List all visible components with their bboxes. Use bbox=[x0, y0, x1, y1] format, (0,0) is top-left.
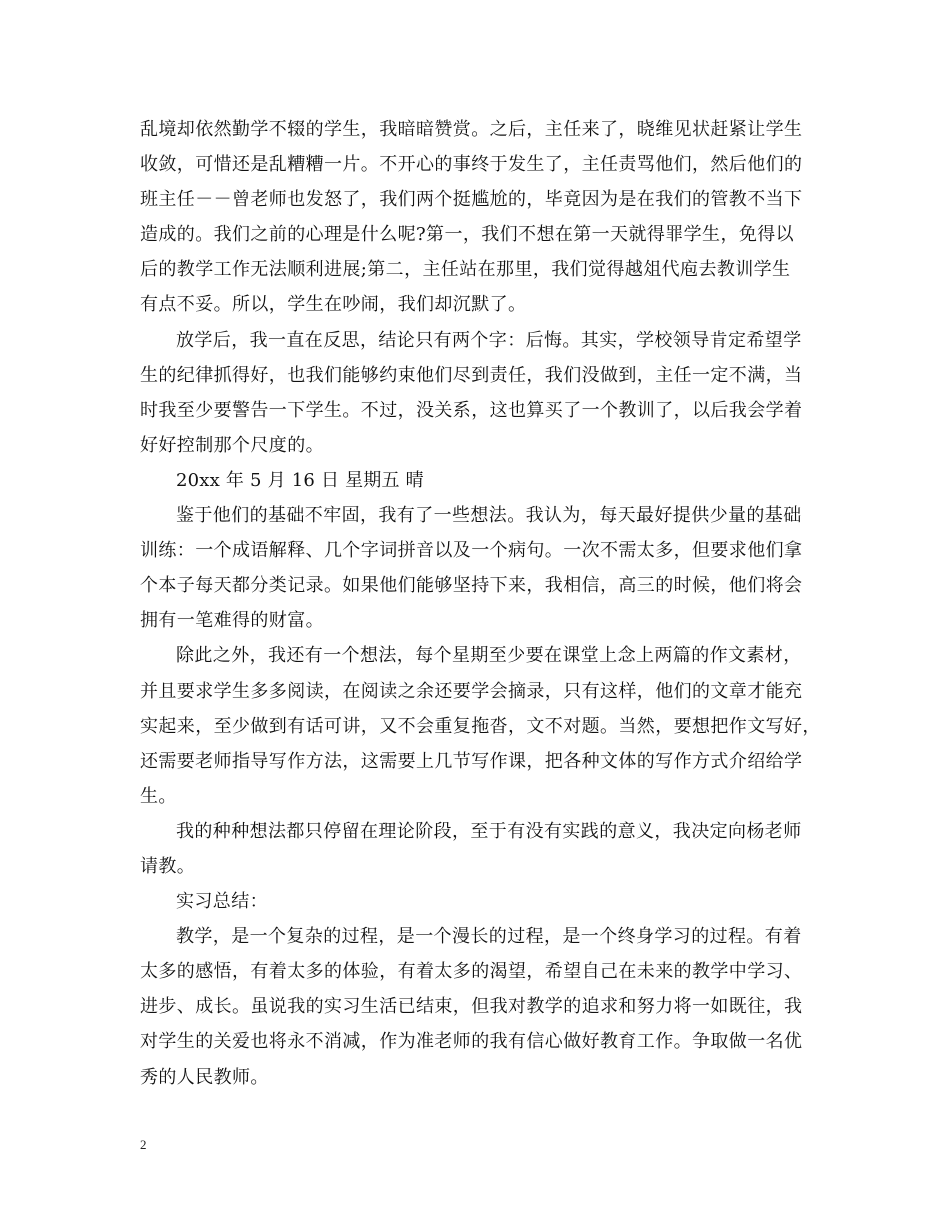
paragraph-first-line: 我的种种想法都只停留在理论阶段，至于有没有实践的意义，我决定向杨老师 bbox=[176, 820, 802, 842]
text-line: 乱境却依然勤学不辍的学生，我暗暗赞赏。之后，主任来了，晓维见状赶紧让学生 bbox=[140, 119, 803, 140]
text-line: 对学生的关爱也将永不消减，作为准老师的我有信心做好教育工作。争取做一名优 bbox=[140, 1031, 803, 1053]
body-text bbox=[140, 112, 821, 1095]
paragraph-first-line: 放学后，我一直在反思，结论只有两个字：后悔。其实，学校领导肯定希望学 bbox=[176, 329, 802, 351]
text-line: 时我至少要警告一下学生。不过，没关系，这也算买了一个教训了，以后我会学着 bbox=[140, 399, 803, 421]
paragraph-first-line: 鉴于他们的基础不牢固，我有了一些想法。我认为，每天最好提供少量的基础 bbox=[176, 505, 802, 527]
text-line: 请教。 bbox=[140, 855, 196, 877]
text-line: 秀的人民教师。 bbox=[140, 1066, 269, 1088]
text-line: 太多的感悟，有着太多的体验，有着太多的渴望，希望自己在未来的教学中学习、 bbox=[140, 961, 803, 983]
text-line: 生。 bbox=[140, 785, 177, 807]
text-line: 生的纪律抓得好，也我们能够约束他们尽到责任，我们没做到，主任一定不满，当 bbox=[140, 364, 803, 386]
page-number: 2 bbox=[140, 1137, 147, 1152]
text-line: 训练：一个成语解释、几个字词拼音以及一个病句。一次不需太多，但要求他们拿 bbox=[140, 540, 803, 562]
text-line: 个本子每天都分类记录。如果他们能够坚持下来，我相信，高三的时候，他们将会 bbox=[140, 575, 803, 597]
text-line: 还需要老师指导写作方法，这需要上几节写作课，把各种文体的写作方式介绍给学 bbox=[140, 750, 803, 772]
text-line: 并且要求学生多多阅读，在阅读之余还要学会摘录，只有这样，他们的文章才能充 bbox=[140, 680, 803, 702]
text-line: 造成的。我们之前的心理是什么呢?第一，我们不想在第一天就得罪学生，免得以 bbox=[140, 224, 795, 246]
text-line: 有点不妥。所以，学生在吵闹，我们却沉默了。 bbox=[140, 294, 527, 316]
text-line: 拥有一笔难得的财富。 bbox=[140, 610, 324, 632]
text-line: 班主任－－曾老师也发怒了，我们两个挺尴尬的，毕竟因为是在我们的管教不当下 bbox=[140, 189, 803, 211]
paragraph-first-line: 教学，是一个复杂的过程，是一个漫长的过程，是一个终身学习的过程。有着 bbox=[176, 926, 802, 948]
text-line: 好好控制那个尺度的。 bbox=[140, 434, 324, 456]
text-line: 收敛，可惜还是乱糟糟一片。不开心的事终于发生了，主任责骂他们，然后他们的 bbox=[140, 154, 803, 176]
date-line: 20xx 年 5 月 16 日 星期五 晴 bbox=[176, 469, 424, 491]
text-line: 进步、成长。虽说我的实习生活已结束，但我对教学的追求和努力将一如既往，我 bbox=[140, 996, 803, 1018]
paragraph-first-line: 实习总结： bbox=[176, 891, 268, 913]
paragraph-first-line: 除此之外，我还有一个想法，每个星期至少要在课堂上念上两篇的作文素材， bbox=[176, 645, 802, 667]
text-line: 后的教学工作无法顺利进展;第二，主任站在那里，我们觉得越俎代庖去教训学生 bbox=[140, 259, 791, 281]
text-line: 实起来，至少做到有话可讲，又不会重复拖沓，文不对题。当然，要想把作文写好， bbox=[140, 715, 821, 737]
